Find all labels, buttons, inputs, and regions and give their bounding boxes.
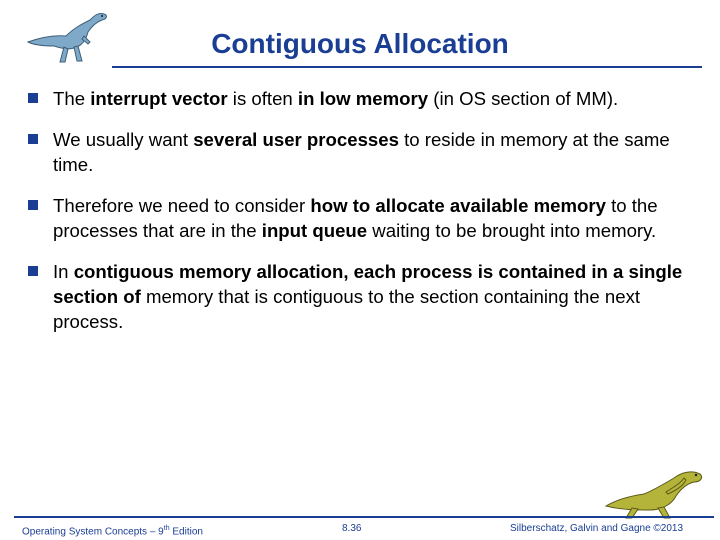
bold-run: several user processes [193,129,399,150]
bold-run: in low memory [297,88,429,109]
bullet-marker [28,93,38,103]
footer-copyright: Silberschatz, Galvin and Gagne ©2013 [510,523,684,534]
text-run: (in OS section of MM). [428,88,619,109]
bullet-text [53,195,658,241]
bullet-item [28,86,708,111]
text-run: In [53,261,74,282]
text-run: to the processes that are in the [53,195,658,241]
title-divider [112,66,702,68]
footer-book-superscript: th [163,525,170,532]
bold-run: contiguous memory allocation, each process is contained in a single section of [53,261,683,307]
text-run: is often [227,88,298,109]
bullet-item [28,127,708,177]
footer-page-number: 8.36 [342,523,362,534]
footer-book-prefix: Operating System Concepts – 9 [22,526,164,538]
bullet-text [53,261,682,332]
bullet-marker [28,200,38,210]
dinosaur-icon [24,6,114,66]
bold-run: how to allocate available memory [310,195,606,216]
bullet-text [53,129,670,175]
text-run: memory that is contiguous to the section containing the next process. [53,286,641,332]
footer-divider [14,516,714,518]
bullet-text [53,88,618,109]
bullet-marker [28,266,38,276]
text-run: waiting to be brought into memory. [367,220,657,241]
text-run: Therefore we need to consider [53,195,311,216]
text-run: The [53,88,91,109]
bullet-item [28,259,708,334]
footer-book-title [22,522,203,539]
bullet-item [28,193,708,243]
bullet-list [28,86,708,350]
bold-run: input queue [261,220,368,241]
text-run: to reside in memory at the same time. [53,129,670,175]
bullet-marker [28,134,38,144]
dinosaur-icon [602,462,706,520]
text-run: We usually want [53,129,194,150]
slide-title: Contiguous Allocation [211,28,509,59]
footer-book-suffix: Edition [169,526,203,538]
bold-run: interrupt vector [90,88,228,109]
